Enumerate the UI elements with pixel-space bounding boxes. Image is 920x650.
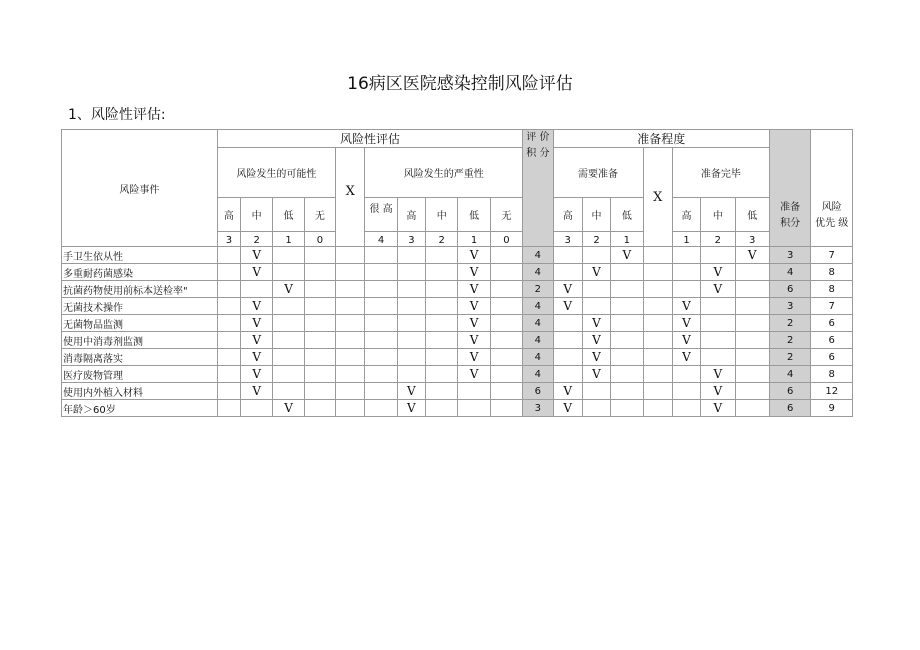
empty-cell [490, 315, 522, 332]
risk-event-name: 多重耐药菌感染 [62, 264, 218, 281]
empty-cell [426, 366, 458, 383]
check-mark: V [241, 264, 273, 281]
empty-cell [643, 383, 672, 400]
empty-cell [672, 264, 700, 281]
eval-score-label-2: 积 分 [526, 148, 550, 159]
empty-cell [426, 349, 458, 366]
eval-score: 3 [523, 400, 553, 417]
empty-cell [735, 383, 769, 400]
check-mark: V [582, 315, 610, 332]
check-mark: V [582, 332, 610, 349]
severity-score: 3 [397, 232, 425, 247]
check-mark: V [458, 315, 490, 332]
empty-cell [426, 383, 458, 400]
empty-cell [336, 383, 365, 400]
check-mark: V [553, 400, 582, 417]
eval-score-label-1: 评 价 [526, 132, 550, 143]
empty-cell [217, 315, 240, 332]
check-mark: V [701, 400, 735, 417]
prep-score: 4 [769, 264, 810, 281]
empty-cell [672, 366, 700, 383]
eval-score: 4 [523, 264, 553, 281]
empty-cell [490, 264, 522, 281]
risk-event-name: 无菌物品监测 [62, 315, 218, 332]
prep-score: 3 [769, 247, 810, 264]
empty-cell [490, 332, 522, 349]
complete-score: 1 [672, 232, 700, 247]
risk-assessment-table [61, 129, 853, 417]
prep-score: 2 [769, 315, 810, 332]
prep-score: 4 [769, 366, 810, 383]
empty-cell [582, 383, 610, 400]
empty-cell [273, 366, 304, 383]
risk-assessment-header: 风险性评估 [217, 130, 522, 148]
empty-cell [643, 315, 672, 332]
risk-priority-label-1: 风险 [821, 202, 842, 213]
empty-cell [701, 247, 735, 264]
prep-score-label-2: 积分 [780, 218, 801, 229]
empty-cell [304, 332, 335, 349]
check-mark: V [241, 247, 273, 264]
likelihood-level: 无 [304, 198, 335, 232]
risk-priority: 6 [811, 332, 853, 349]
empty-cell [397, 366, 425, 383]
risk-event-name: 使用内外植入材料 [62, 383, 218, 400]
empty-cell [735, 315, 769, 332]
table-row [62, 247, 853, 264]
empty-cell [336, 247, 365, 264]
document-title: 16病区医院感染控制风险评估 [347, 74, 573, 94]
empty-cell [611, 315, 643, 332]
empty-cell [490, 366, 522, 383]
empty-cell [217, 247, 240, 264]
empty-cell [490, 383, 522, 400]
risk-event-name: 抗菌药物使用前标本送检率" [62, 281, 218, 298]
likelihood-level: 高 [217, 198, 240, 232]
empty-cell [273, 247, 304, 264]
check-mark: V [701, 281, 735, 298]
empty-cell [490, 298, 522, 315]
empty-cell [397, 332, 425, 349]
risk-priority: 12 [811, 383, 853, 400]
eval-score: 6 [523, 383, 553, 400]
empty-cell [365, 315, 397, 332]
check-mark: V [582, 264, 610, 281]
prep-score: 6 [769, 400, 810, 417]
empty-cell [643, 247, 672, 264]
risk-priority: 8 [811, 264, 853, 281]
empty-cell [611, 349, 643, 366]
empty-cell [304, 383, 335, 400]
risk-event-header: 风险事件 [62, 130, 218, 247]
empty-cell [611, 264, 643, 281]
severity-score: 4 [365, 232, 397, 247]
prep-score: 3 [769, 298, 810, 315]
complete-score: 3 [735, 232, 769, 247]
risk-priority: 6 [811, 349, 853, 366]
multiply-symbol: X [643, 148, 672, 247]
empty-cell [582, 400, 610, 417]
empty-cell [643, 349, 672, 366]
check-mark: V [458, 298, 490, 315]
empty-cell [672, 383, 700, 400]
risk-priority: 7 [811, 298, 853, 315]
empty-cell [217, 298, 240, 315]
need-score: 1 [611, 232, 643, 247]
empty-cell [553, 332, 582, 349]
empty-cell [643, 264, 672, 281]
empty-cell [735, 298, 769, 315]
complete-level: 高 [672, 198, 700, 232]
prep-score-header [769, 130, 810, 247]
empty-cell [426, 264, 458, 281]
check-mark: V [458, 349, 490, 366]
severity-level: 很 高 [365, 198, 397, 232]
empty-cell [553, 366, 582, 383]
empty-cell [397, 264, 425, 281]
risk-priority: 8 [811, 281, 853, 298]
empty-cell [490, 247, 522, 264]
empty-cell [365, 247, 397, 264]
empty-cell [365, 332, 397, 349]
empty-cell [643, 298, 672, 315]
empty-cell [304, 366, 335, 383]
empty-cell [397, 349, 425, 366]
table-row [62, 383, 853, 400]
severity-score: 1 [458, 232, 490, 247]
check-mark: V [458, 366, 490, 383]
severity-level: 高 [397, 198, 425, 232]
table-row [62, 298, 853, 315]
empty-cell [582, 298, 610, 315]
check-mark: V [458, 332, 490, 349]
table-row [62, 281, 853, 298]
check-mark: V [553, 281, 582, 298]
empty-cell [365, 298, 397, 315]
check-mark: V [458, 281, 490, 298]
eval-score: 4 [523, 247, 553, 264]
severity-level: 低 [458, 198, 490, 232]
section-heading: 1、风险性评估: [68, 107, 166, 123]
check-mark: V [701, 264, 735, 281]
likelihood-score: 1 [273, 232, 304, 247]
eval-score: 4 [523, 298, 553, 315]
empty-cell [490, 349, 522, 366]
empty-cell [735, 281, 769, 298]
prep-score: 2 [769, 349, 810, 366]
need-level: 低 [611, 198, 643, 232]
check-mark: V [582, 349, 610, 366]
prep-score: 6 [769, 383, 810, 400]
risk-priority: 6 [811, 315, 853, 332]
empty-cell [490, 400, 522, 417]
table-row [62, 264, 853, 281]
empty-cell [426, 315, 458, 332]
empty-cell [304, 298, 335, 315]
risk-priority-header [811, 130, 853, 247]
empty-cell [735, 332, 769, 349]
check-mark: V [701, 366, 735, 383]
empty-cell [553, 315, 582, 332]
empty-cell [397, 247, 425, 264]
empty-cell [643, 332, 672, 349]
empty-cell [217, 349, 240, 366]
empty-cell [304, 281, 335, 298]
empty-cell [217, 332, 240, 349]
readiness-header: 准备程度 [553, 130, 769, 148]
empty-cell [490, 281, 522, 298]
empty-cell [217, 366, 240, 383]
empty-cell [582, 281, 610, 298]
empty-cell [553, 264, 582, 281]
empty-cell [365, 349, 397, 366]
check-mark: V [241, 332, 273, 349]
complete-level: 中 [701, 198, 735, 232]
empty-cell [273, 332, 304, 349]
risk-event-name: 年龄＞60岁 [62, 400, 218, 417]
empty-cell [336, 366, 365, 383]
empty-cell [273, 349, 304, 366]
prep-complete-header: 准备完毕 [672, 148, 769, 198]
need-score: 2 [582, 232, 610, 247]
empty-cell [336, 298, 365, 315]
empty-cell [397, 281, 425, 298]
severity-header: 风险发生的严重性 [365, 148, 523, 198]
check-mark: V [273, 281, 304, 298]
likelihood-level: 中 [241, 198, 273, 232]
check-mark: V [397, 400, 425, 417]
empty-cell [241, 400, 273, 417]
complete-score: 2 [701, 232, 735, 247]
risk-priority: 9 [811, 400, 853, 417]
need-level: 高 [553, 198, 582, 232]
empty-cell [217, 281, 240, 298]
empty-cell [304, 349, 335, 366]
severity-score: 0 [490, 232, 522, 247]
likelihood-score: 2 [241, 232, 273, 247]
empty-cell [365, 400, 397, 417]
check-mark: V [672, 298, 700, 315]
empty-cell [458, 383, 490, 400]
check-mark: V [553, 383, 582, 400]
empty-cell [365, 383, 397, 400]
empty-cell [365, 281, 397, 298]
check-mark: V [672, 315, 700, 332]
empty-cell [365, 366, 397, 383]
empty-cell [273, 383, 304, 400]
check-mark: V [458, 264, 490, 281]
table-row [62, 400, 853, 417]
empty-cell [643, 366, 672, 383]
empty-cell [701, 349, 735, 366]
empty-cell [611, 383, 643, 400]
table-row [62, 366, 853, 383]
empty-cell [553, 247, 582, 264]
check-mark: V [273, 400, 304, 417]
risk-event-name: 无菌技术操作 [62, 298, 218, 315]
check-mark: V [672, 349, 700, 366]
eval-score: 4 [523, 349, 553, 366]
risk-event-name: 手卫生依从性 [62, 247, 218, 264]
check-mark: V [241, 298, 273, 315]
check-mark: V [241, 315, 273, 332]
empty-cell [336, 264, 365, 281]
empty-cell [426, 400, 458, 417]
empty-cell [273, 264, 304, 281]
prep-score: 6 [769, 281, 810, 298]
risk-event-name: 消毒隔离落实 [62, 349, 218, 366]
empty-cell [336, 400, 365, 417]
risk-priority: 7 [811, 247, 853, 264]
empty-cell [701, 332, 735, 349]
empty-cell [701, 298, 735, 315]
check-mark: V [553, 298, 582, 315]
empty-cell [735, 400, 769, 417]
empty-cell [336, 332, 365, 349]
check-mark: V [241, 383, 273, 400]
empty-cell [397, 298, 425, 315]
empty-cell [304, 315, 335, 332]
empty-cell [643, 400, 672, 417]
check-mark: V [672, 332, 700, 349]
check-mark: V [611, 247, 643, 264]
empty-cell [304, 247, 335, 264]
empty-cell [217, 400, 240, 417]
empty-cell [611, 281, 643, 298]
need-level: 中 [582, 198, 610, 232]
need-score: 3 [553, 232, 582, 247]
empty-cell [273, 315, 304, 332]
empty-cell [672, 281, 700, 298]
severity-score: 2 [426, 232, 458, 247]
likelihood-level: 低 [273, 198, 304, 232]
empty-cell [735, 366, 769, 383]
need-prep-header: 需要准备 [553, 148, 643, 198]
severity-level: 无 [490, 198, 522, 232]
empty-cell [273, 298, 304, 315]
empty-cell [217, 264, 240, 281]
empty-cell [336, 315, 365, 332]
empty-cell [735, 264, 769, 281]
prep-score: 2 [769, 332, 810, 349]
empty-cell [701, 315, 735, 332]
eval-score-header [523, 130, 553, 247]
empty-cell [336, 349, 365, 366]
empty-cell [611, 332, 643, 349]
empty-cell [553, 349, 582, 366]
empty-cell [611, 366, 643, 383]
empty-cell [458, 400, 490, 417]
empty-cell [611, 298, 643, 315]
empty-cell [336, 281, 365, 298]
eval-score: 2 [523, 281, 553, 298]
check-mark: V [397, 383, 425, 400]
empty-cell [426, 247, 458, 264]
risk-priority: 8 [811, 366, 853, 383]
risk-event-name: 使用中消毒剂监测 [62, 332, 218, 349]
likelihood-header: 风险发生的可能性 [217, 148, 335, 198]
empty-cell [426, 298, 458, 315]
empty-cell [582, 247, 610, 264]
multiply-symbol: X [336, 148, 365, 247]
risk-priority-label-2: 优先 级 [815, 218, 849, 229]
eval-score: 4 [523, 315, 553, 332]
check-mark: V [701, 383, 735, 400]
risk-event-name: 医疗废物管理 [62, 366, 218, 383]
empty-cell [365, 264, 397, 281]
empty-cell [241, 281, 273, 298]
empty-cell [426, 332, 458, 349]
check-mark: V [735, 247, 769, 264]
check-mark: V [582, 366, 610, 383]
likelihood-score: 0 [304, 232, 335, 247]
empty-cell [426, 281, 458, 298]
empty-cell [735, 349, 769, 366]
check-mark: V [241, 349, 273, 366]
table-row [62, 315, 853, 332]
empty-cell [304, 264, 335, 281]
table-row [62, 349, 853, 366]
likelihood-score: 3 [217, 232, 240, 247]
empty-cell [397, 315, 425, 332]
empty-cell [672, 400, 700, 417]
empty-cell [611, 400, 643, 417]
empty-cell [672, 247, 700, 264]
severity-level: 中 [426, 198, 458, 232]
check-mark: V [458, 247, 490, 264]
empty-cell [304, 400, 335, 417]
check-mark: V [241, 366, 273, 383]
eval-score: 4 [523, 366, 553, 383]
empty-cell [643, 281, 672, 298]
complete-level: 低 [735, 198, 769, 232]
table-row [62, 332, 853, 349]
eval-score: 4 [523, 332, 553, 349]
prep-score-label-1: 准备 [780, 202, 801, 213]
empty-cell [217, 383, 240, 400]
